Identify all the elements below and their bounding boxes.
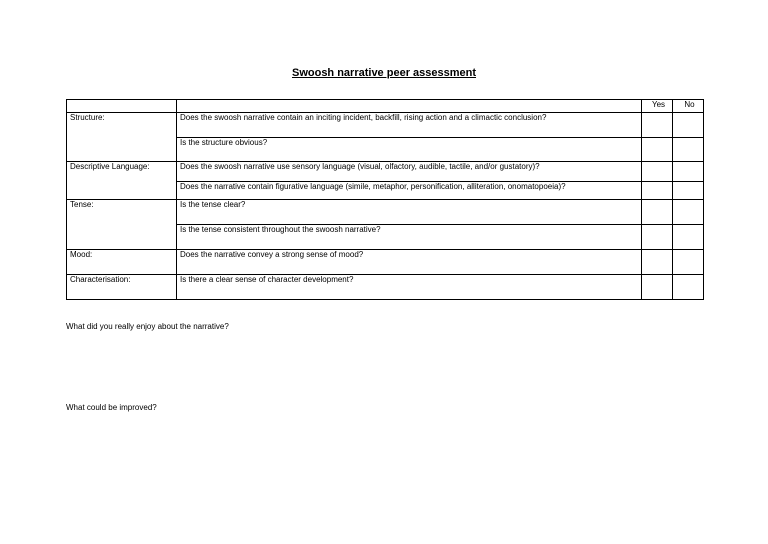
- yes-checkbox-cell[interactable]: [642, 138, 673, 162]
- no-checkbox-cell[interactable]: [673, 200, 704, 225]
- header-row: [67, 100, 704, 113]
- category-structure: Structure:: [67, 113, 177, 162]
- no-checkbox-cell[interactable]: [673, 225, 704, 250]
- yes-checkbox-cell[interactable]: [642, 225, 673, 250]
- no-checkbox-cell[interactable]: [673, 162, 704, 182]
- category-characterisation: Characterisation:: [67, 275, 177, 300]
- improve-prompt: What could be improved?: [66, 403, 157, 412]
- question-text: Is the tense consistent throughout the swoosh narrative?: [177, 225, 642, 250]
- no-checkbox-cell[interactable]: [673, 250, 704, 275]
- yes-checkbox-cell[interactable]: [642, 275, 673, 300]
- enjoy-prompt: What did you really enjoy about the narrative?: [66, 322, 229, 331]
- table-row: [67, 275, 704, 300]
- header-blank-category: [67, 100, 177, 113]
- yes-checkbox-cell[interactable]: [642, 250, 673, 275]
- no-header: No: [673, 100, 704, 113]
- yes-checkbox-cell[interactable]: [642, 182, 673, 200]
- no-checkbox-cell[interactable]: [673, 182, 704, 200]
- table-row: [67, 162, 704, 182]
- question-text: Does the narrative convey a strong sense of mood?: [177, 250, 642, 275]
- question-text: Does the narrative contain figurative language (simile, metaphor, personification, alliteration, onomatopoeia)?: [177, 182, 642, 200]
- assessment-table: [66, 99, 704, 300]
- page-title: Swoosh narrative peer assessment: [291, 67, 477, 79]
- no-checkbox-cell[interactable]: [673, 113, 704, 138]
- yes-checkbox-cell[interactable]: [642, 113, 673, 138]
- question-text: Does the swoosh narrative use sensory language (visual, olfactory, audible, tactile, and/or gustatory)?: [177, 162, 642, 182]
- question-text: Is there a clear sense of character development?: [177, 275, 642, 300]
- table-row: [67, 250, 704, 275]
- table-row: [67, 113, 704, 138]
- category-tense: Tense:: [67, 200, 177, 250]
- category-mood: Mood:: [67, 250, 177, 275]
- question-text: Does the swoosh narrative contain an inciting incident, backfill, rising action and a climactic conclusion?: [177, 113, 642, 138]
- yes-checkbox-cell[interactable]: [642, 200, 673, 225]
- header-blank-question: [177, 100, 642, 113]
- yes-checkbox-cell[interactable]: [642, 162, 673, 182]
- yes-header: Yes: [642, 100, 673, 113]
- table-row: [67, 200, 704, 225]
- no-checkbox-cell[interactable]: [673, 138, 704, 162]
- question-text: Is the structure obvious?: [177, 138, 642, 162]
- question-text: Is the tense clear?: [177, 200, 642, 225]
- no-checkbox-cell[interactable]: [673, 275, 704, 300]
- category-descriptive-language: Descriptive Language:: [67, 162, 177, 200]
